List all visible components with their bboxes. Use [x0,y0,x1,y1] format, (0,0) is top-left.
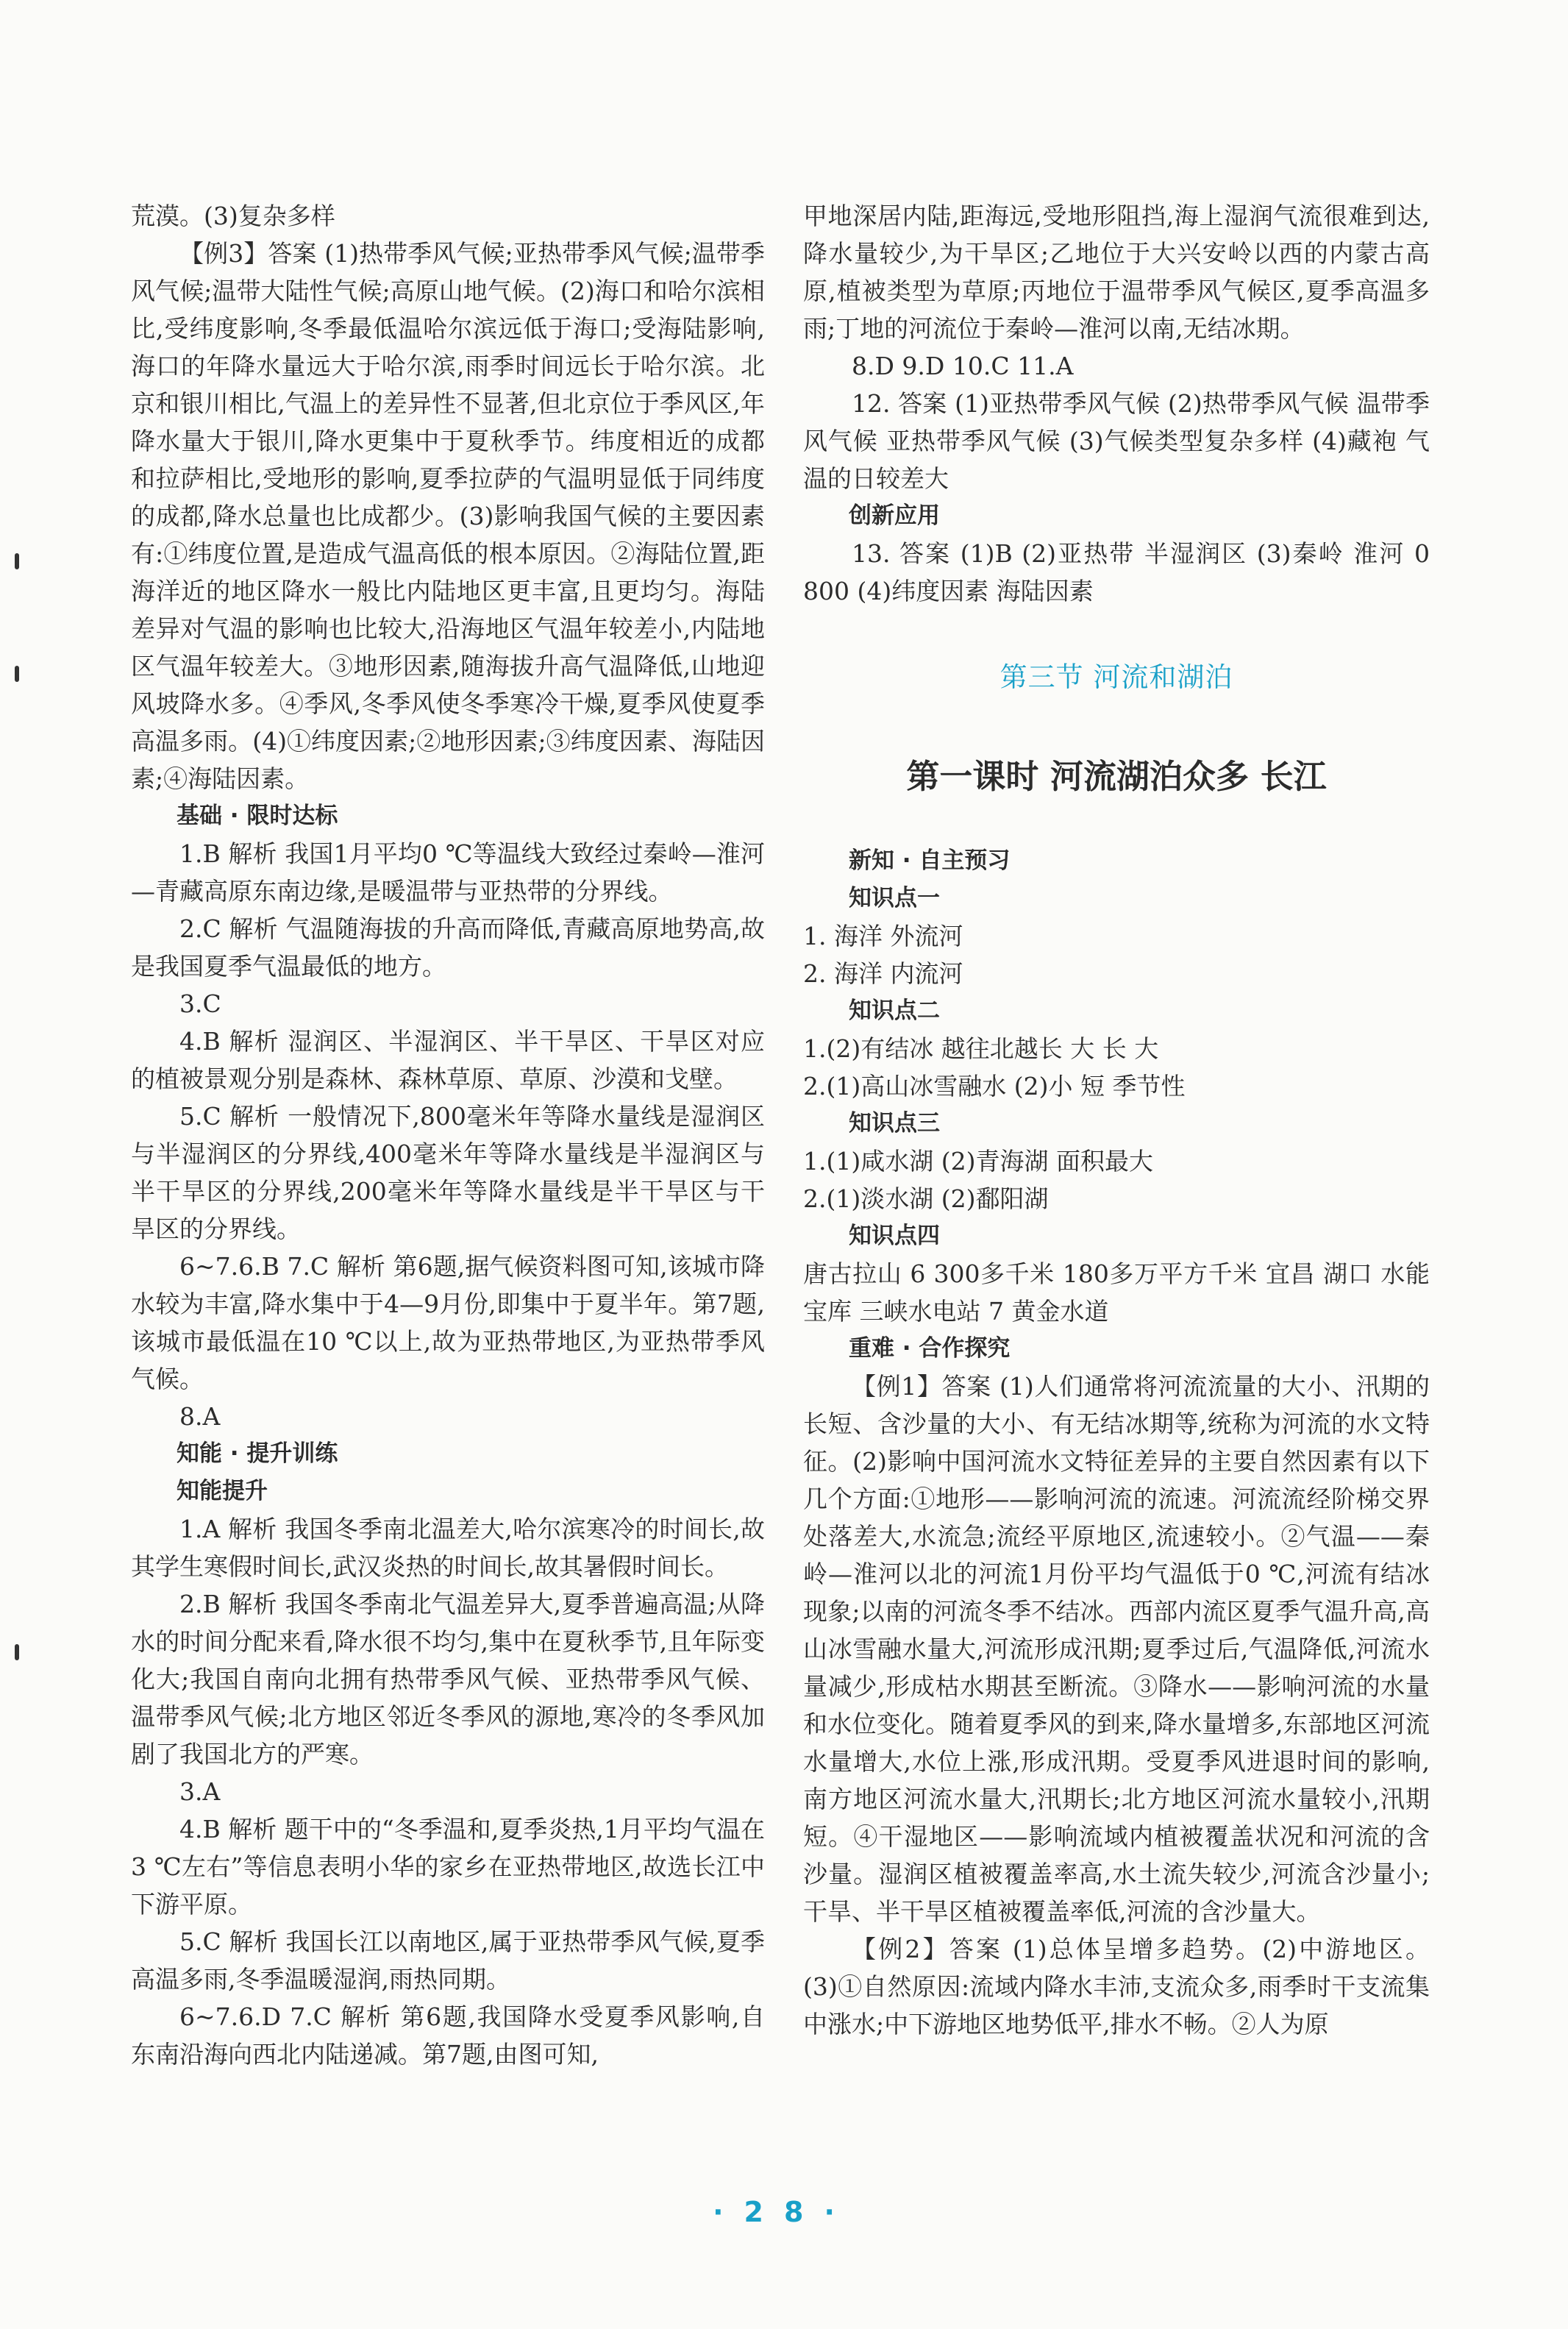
answer-paragraph: 【例1】答案 (1)人们通常将河流流量的大小、汛期的长短、含沙量的大小、有无结冰期等,统称为河流的水文特征。(2)影响中国河流水文特征差异的主要自然因素有以下几个方面:①地形——影响河流的流速。河流流经阶梯交界处落差大,水流急;流经平原地区,流速较小。②气温——秦岭—淮河以北的河流1月份平均气温低于0 ℃,河流有结冰现象;以南的河流冬季不结冰。西部内流区夏季气温升高,高山冰雪融水量大,河流形成汛期;夏季过后,气温降低,河流水量减少,形成枯水期甚至断流。③降水——影响河流的水量和水位变化。随着夏季风的到来,降水量增多,东部地区河流水量增大,水位上涨,形成汛期。受夏季风进退时间的影响,南方地区河流水量大,汛期长;北方地区河流水量较小,汛期短。④干湿地区——影响流域内植被覆盖状况和河流的含沙量。湿润区植被覆盖率高,水土流失较少,河流含沙量小;干旱、半干旱区植被覆盖率低,河流的含沙量大。 [803,1372,1430,1926]
answer-paragraph: 2. 海洋 内流河 [803,959,963,988]
answer-paragraph: 1.(2)有结冰 越往北越长 大 长 大 [803,1034,1159,1063]
answer-paragraph: 荒漠。(3)复杂多样 [131,202,335,230]
subsection-heading: 创新应用 [849,502,940,529]
lesson-title: 第一课时 河流湖泊众多 长江 [906,757,1327,796]
subsection-heading: 重难 · 合作探究 [849,1335,1011,1362]
subsection-heading: 知识点四 [849,1223,940,1249]
answer-paragraph: 1.B 解析 我国1月平均0 ℃等温线大致经过秦岭—淮河—青藏高原东南边缘,是暖温带与亚热带的分界线。 [131,839,765,906]
answer-paragraph: 【例2】答案 (1)总体呈增多趋势。(2)中游地区。(3)①自然原因:流域内降水丰沛,支流众多,雨季时干支流集中涨水;中下游地区地势低平,排水不畅。②人为原 [803,1935,1430,2038]
page-number-value: 28 [744,2196,824,2228]
subsection-heading: 新知 · 自主预习 [849,847,1011,874]
answer-paragraph: 唐古拉山 6 300多千米 180多万平方千米 宜昌 湖口 水能宝库 三峡水电站 7 黄金水道 [803,1259,1430,1326]
subsection-heading: 知识点二 [849,998,940,1024]
answer-paragraph: 4.B 解析 湿润区、半湿润区、半干旱区、干旱区对应的植被景观分别是森林、森林草原、草原、沙漠和戈壁。 [131,1027,765,1093]
binding-mark [15,666,19,682]
answer-paragraph: 2.B 解析 我国冬季南北气温差异大,夏季普遍高温;从降水的时间分配来看,降水很不均匀,集中在夏秋季节,且年际变化大;我国自南向北拥有热带季风气候、亚热带季风气候、温带季风气候;北方地区邻近冬季风的源地,寒冷的冬季风加剧了我国北方的严寒。 [131,1590,765,1768]
answer-paragraph: 【例3】答案 (1)热带季风气候;亚热带季风气候;温带季风气候;温带大陆性气候;高原山地气候。(2)海口和哈尔滨相比,受纬度影响,冬季最低温哈尔滨远低于海口;受海陆影响,海口的年降水量远大于哈尔滨,雨季时间远长于哈尔滨。北京和银川相比,气温上的差异性不显著,但北京位于季风区,年降水量大于银川,降水更集中于夏秋季节。纬度相近的成都和拉萨相比,受地形的影响,夏季拉萨的气温明显低于同纬度的成都,降水总量也比成都少。(3)影响我国气候的主要因素有:①纬度位置,是造成气温高低的根本原因。②海陆位置,距海洋近的地区降水一般比内陆地区更丰富,且更均匀。海陆差异对气温的影响也比较大,沿海地区气温年较差小,内陆地区气温年较差大。③地形因素,随海拔升高气温降低,山地迎风坡降水多。④季风,冬季风使冬季寒冷干燥,夏季风使夏季高温多雨。(4)①纬度因素;②地形因素;③纬度因素、海陆因素;④海陆因素。 [131,239,765,793]
answer-paragraph: 6~7.6.D 7.C 解析 第6题,我国降水受夏季风影响,自东南沿海向西北内陆递减。第7题,由图可知, [131,2002,765,2069]
answer-paragraph: 2.(1)高山冰雪融水 (2)小 短 季节性 [803,1072,1186,1101]
binding-mark [15,553,19,569]
left-column [131,197,765,2073]
subsection-heading: 知识点一 [849,885,940,911]
answer-paragraph: 2.C 解析 气温随海拔的升高而降低,青藏高原地势高,故是我国夏季气温最低的地方。 [131,914,765,981]
right-bottom-answers [803,842,1430,2043]
subsection-heading: 知能 · 提升训练 [177,1440,338,1467]
answer-paragraph: 甲地深居内陆,距海远,受地形阻挡,海上湿润气流很难到达,降水量较少,为干旱区;乙地位于大兴安岭以西的内蒙古高原,植被类型为草原;丙地位于温带季风气候区,夏季高温多雨;丁地的河流位于秦岭—淮河以南,无结冰期。 [803,202,1430,343]
answer-paragraph: 2.(1)淡水湖 (2)鄱阳湖 [803,1184,1049,1213]
answer-paragraph: 8.A [179,1402,221,1431]
answer-paragraph: 1. 海洋 外流河 [803,922,963,950]
answer-paragraph: 12. 答案 (1)亚热带季风气候 (2)热带季风气候 温带季风气候 亚热带季风气候 (3)气候类型复杂多样 (4)藏袍 气温的日较差大 [803,389,1430,493]
subsection-heading: 基础 · 限时达标 [177,803,338,829]
answer-paragraph: 8.D 9.D 10.C 11.A [852,352,1074,380]
answer-paragraph: 4.B 解析 题干中的“冬季温和,夏季炎热,1月平均气温在3 ℃左右”等信息表明小华的家乡在亚热带地区,故选长江中下游平原。 [131,1815,765,1919]
answer-paragraph: 1.A 解析 我国冬季南北温差大,哈尔滨寒冷的时间长,故其学生寒假时间长,武汉炎热的时间长,故其暑假时间长。 [131,1515,765,1581]
section-title: 第三节 河流和湖泊 [999,661,1233,693]
answer-paragraph: 3.A [179,1777,221,1806]
right-column [803,197,1430,2043]
subsection-heading: 知能提升 [177,1478,268,1504]
page-number: ·28· [713,2196,855,2228]
right-top-answers [803,197,1430,610]
answer-paragraph: 13. 答案 (1)B (2)亚热带 半湿润区 (3)秦岭 淮河 0 800 (4)纬度因素 海陆因素 [803,539,1430,605]
answer-paragraph: 3.C [179,989,221,1018]
binding-mark [15,1644,19,1660]
answer-paragraph: 1.(1)咸水湖 (2)青海湖 面积最大 [803,1147,1153,1176]
subsection-heading: 知识点三 [849,1110,940,1137]
answer-paragraph: 6~7.6.B 7.C 解析 第6题,据气候资料图可知,该城市降水较为丰富,降水集中于4—9月份,即集中于夏半年。第7题,该城市最低温在10 ℃以上,故为亚热带地区,为亚热带季风气候。 [131,1252,765,1393]
answer-paragraph: 5.C 解析 我国长江以南地区,属于亚热带季风气候,夏季高温多雨,冬季温暖湿润,雨热同期。 [131,1927,765,1994]
answer-paragraph: 5.C 解析 一般情况下,800毫米年等降水量线是湿润区与半湿润区的分界线,400毫米年等降水量线是半湿润区与半干旱区的分界线,200毫米年等降水量线是半干旱区与干旱区的分界线。 [131,1102,765,1243]
